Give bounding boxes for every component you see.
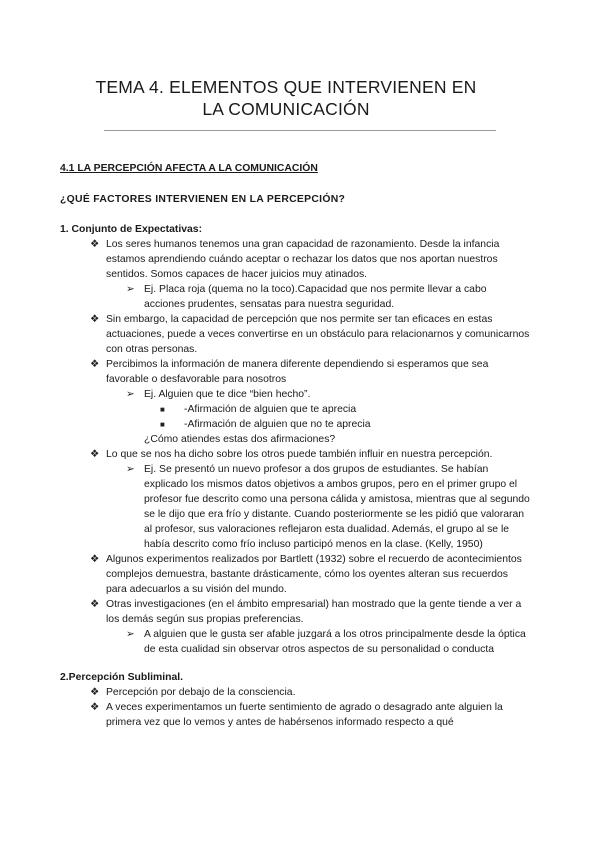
list-item: ➢ Ej. Se presentó un nuevo profesor a dos grupos de estudiantes. Se habían explicado los mismos datos objetivos a ambos grupos, pero en el primer grupo el profesor fue descrito como una persona cálida y amistosa, mientras que al segundo se le dijo que era frío y distante. Cuando posteriormente se les pidió que valoraran al profesor, sus valoraciones reflejaron esta dualidad. Además, el grupo al se le había descrito como frío incluso participó menos en la clase. (Kelly, 1950) xyxy=(126,464,530,550)
list-item: ➢ Ej. Alguien que te dice “bien hecho”. xyxy=(126,389,311,400)
part2-heading: 2.Percepción Subliminal. xyxy=(60,672,183,683)
page-title xyxy=(0,76,572,120)
list-item: ❖ Percibimos la información de manera diferente dependiendo si esperamos que sea favorable o desfavorable para nosotros xyxy=(90,359,489,385)
list-item: ➢ Ej. Placa roja (quema no la toco).Capacidad que nos permite llevar a cabo acciones prudentes, sensatas para nuestra seguridad. xyxy=(126,284,487,310)
diamond-bullet-icon: ❖ xyxy=(90,314,100,325)
list-item: ❖ Percepción por debajo de la consciencia. xyxy=(90,687,296,698)
list-item: ■ -Afirmación de alguien que no te aprecia xyxy=(160,419,371,430)
document-body xyxy=(60,161,530,730)
square-bullet-icon: ■ xyxy=(160,420,165,429)
diamond-bullet-icon: ❖ xyxy=(90,599,100,610)
arrow-bullet-icon: ➢ xyxy=(126,464,135,475)
list-item: ❖ Sin embargo, la capacidad de percepción que nos permite ser tan eficaces en estas actuaciones, puede a veces convertirse en un obstáculo para relacionarnos y comunicarnos con otras personas. xyxy=(90,314,530,355)
diamond-bullet-icon: ❖ xyxy=(90,359,100,370)
diamond-bullet-icon: ❖ xyxy=(90,687,100,698)
question-line: ¿Cómo atiendes estas dos afirmaciones? xyxy=(144,434,336,445)
title-line-1: TEMA 4. ELEMENTOS QUE INTERVIENEN EN xyxy=(95,77,477,97)
square-bullet-icon: ■ xyxy=(160,405,165,414)
diamond-bullet-icon: ❖ xyxy=(90,449,100,460)
list-item: ❖ A veces experimentamos un fuerte sentimiento de agrado o desagrado ante alguien la primera vez que lo vemos y antes de habérsenos informado respecto a qué xyxy=(90,702,503,728)
list-item: ➢ A alguien que le gusta ser afable juzgará a los otros principalmente desde la óptica de esta cualidad sin observar otros aspectos de su personalidad o conducta xyxy=(126,629,526,655)
diamond-bullet-icon: ❖ xyxy=(90,239,100,250)
arrow-bullet-icon: ➢ xyxy=(126,389,135,400)
diamond-bullet-icon: ❖ xyxy=(90,702,100,713)
title-divider xyxy=(104,130,496,131)
section-question: ¿QUÉ FACTORES INTERVIENEN EN LA PERCEPCIÓN? xyxy=(60,194,346,205)
list-item: ■ -Afirmación de alguien que te aprecia xyxy=(160,404,357,415)
diamond-bullet-icon: ❖ xyxy=(90,554,100,565)
arrow-bullet-icon: ➢ xyxy=(126,629,135,640)
list-item: ❖ Otras investigaciones (en el ámbito empresarial) han mostrado que la gente tiende a ver a los demás según sus propias preferencias. xyxy=(90,599,522,625)
section-heading: 4.1 LA PERCEPCIÓN AFECTA A LA COMUNICACIÓN xyxy=(60,163,318,174)
list-item: ❖ Algunos experimentos realizados por Bartlett (1932) sobre el recuerdo de acontecimientos complejos demuestra, bastante drásticamente, cómo los oyentes alteran sus recuerdos para adecuarlos a su visión del mundo. xyxy=(90,554,522,595)
arrow-bullet-icon: ➢ xyxy=(126,284,135,295)
list-item: ❖ Los seres humanos tenemos una gran capacidad de razonamiento. Desde la infancia estamos aprendiendo cuándo aceptar o rechazar los datos que nos aportan nuestros sentidos. Somos capaces de hacer juicios muy atinados. xyxy=(90,239,500,280)
list-item: ❖ Lo que se nos ha dicho sobre los otros puede también influir en nuestra percepción. xyxy=(90,449,493,460)
title-line-2: LA COMUNICACIÓN xyxy=(202,99,370,119)
part1-heading: 1. Conjunto de Expectativas: xyxy=(60,224,203,235)
